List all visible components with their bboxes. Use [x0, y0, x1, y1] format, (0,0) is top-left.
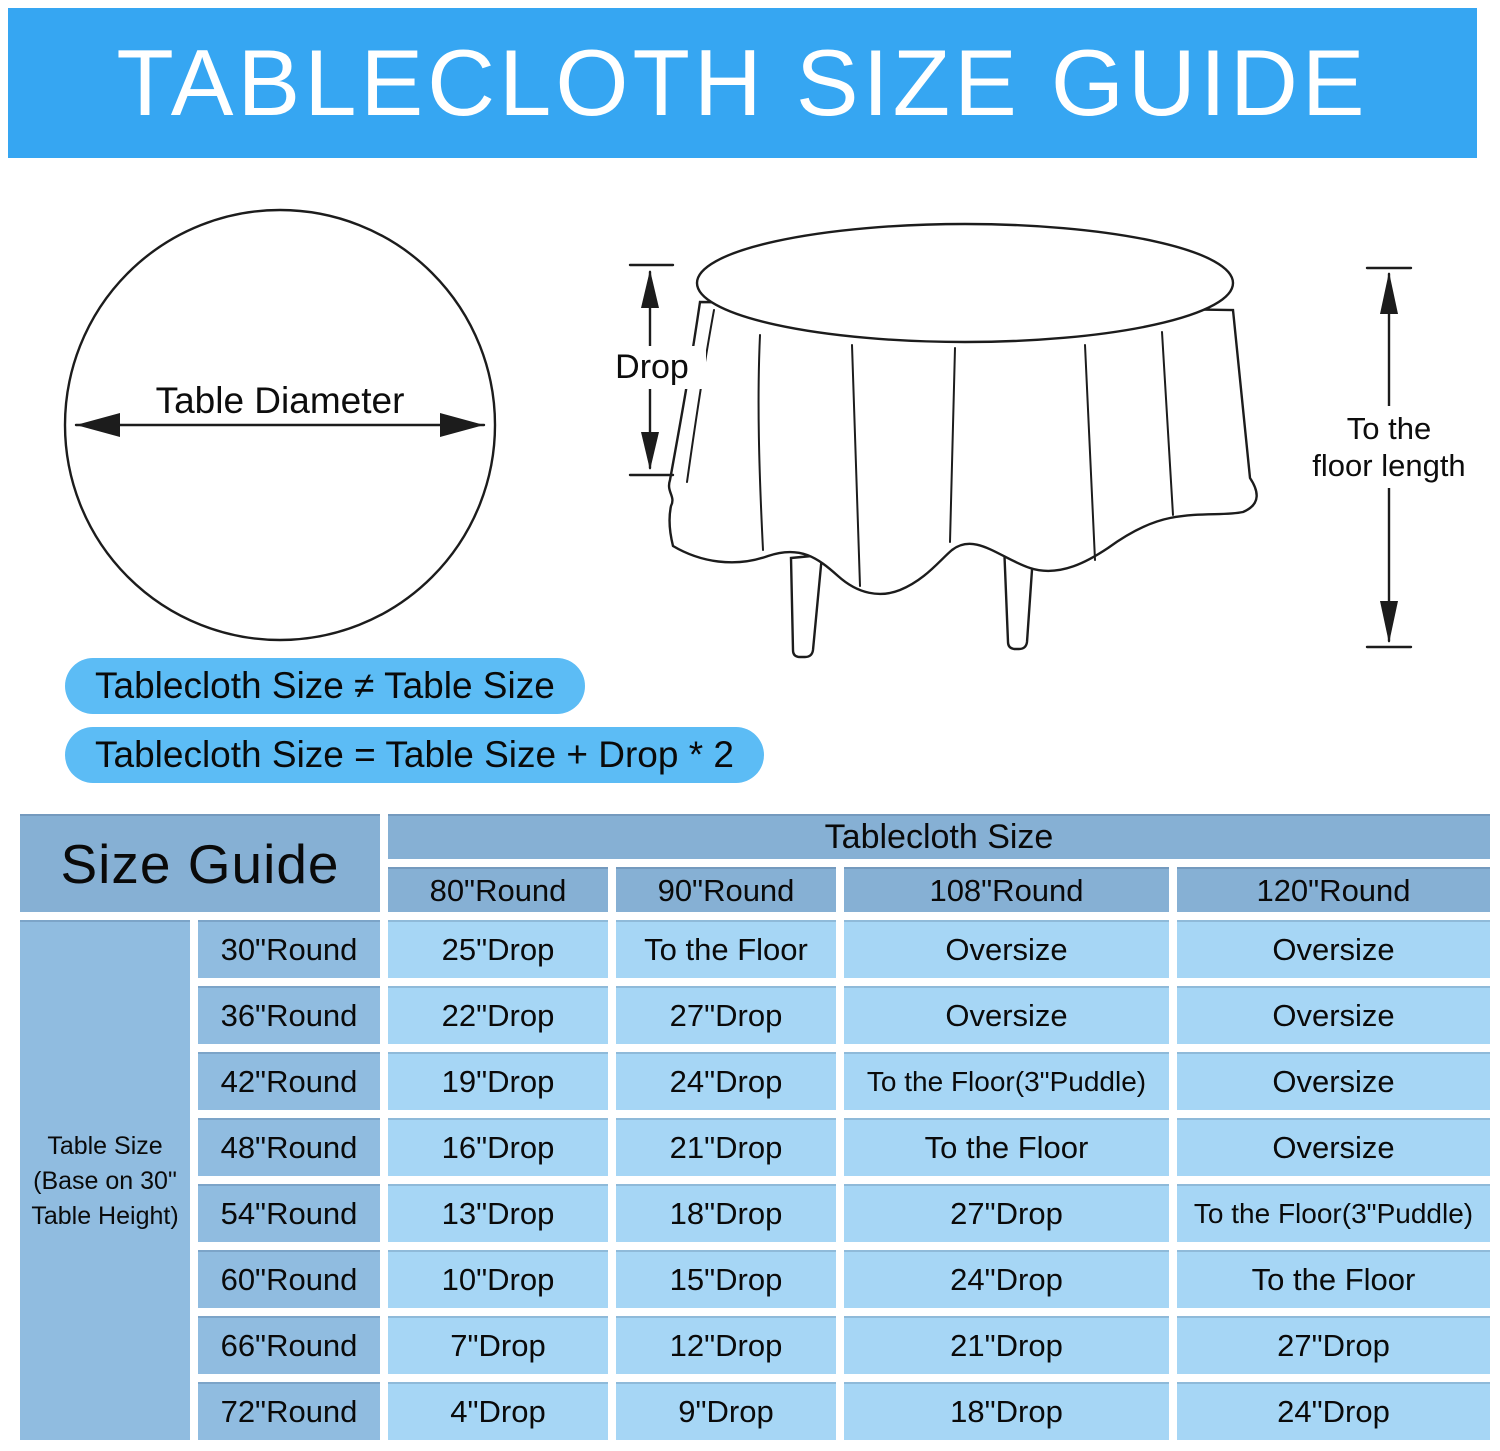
- drop-label: Drop: [598, 346, 706, 389]
- arrowhead-down-icon: [1380, 601, 1398, 643]
- size-cell: 27"Drop: [616, 986, 836, 1044]
- size-cell: 24"Drop: [616, 1052, 836, 1110]
- size-cell: To the Floor(3"Puddle): [1177, 1184, 1490, 1242]
- table-diameter-label: Table Diameter: [155, 380, 405, 421]
- table-diameter-diagram: [65, 210, 495, 640]
- size-cell: Oversize: [844, 920, 1169, 978]
- size-guide-title: Size Guide: [20, 814, 380, 912]
- size-cell: 15"Drop: [616, 1250, 836, 1308]
- column-header: 120"Round: [1177, 867, 1490, 912]
- size-cell: 24"Drop: [1177, 1382, 1490, 1440]
- size-cell: To the Floor: [616, 920, 836, 978]
- round-table-illustration: [669, 224, 1257, 657]
- row-label: 42"Round: [198, 1052, 380, 1110]
- size-cell: Oversize: [1177, 920, 1490, 978]
- column-header: 80"Round: [388, 867, 608, 912]
- size-cell: 22"Drop: [388, 986, 608, 1044]
- size-cell: Oversize: [1177, 986, 1490, 1044]
- arrowhead-up-icon: [641, 270, 659, 308]
- table-size-group-label-line: (Base on 30": [33, 1166, 177, 1195]
- row-label: 48"Round: [198, 1118, 380, 1176]
- size-cell: 21"Drop: [616, 1118, 836, 1176]
- floor-length-label-line1: To the: [1346, 411, 1432, 446]
- tablecloth-size-header: Tablecloth Size: [388, 814, 1490, 859]
- size-cell: 18"Drop: [844, 1382, 1169, 1440]
- note-size-formula: Tablecloth Size = Table Size + Drop * 2: [65, 727, 764, 783]
- size-guide-table: [20, 814, 1490, 1440]
- size-cell: 24"Drop: [844, 1250, 1169, 1308]
- table-size-group-label-line: Table Size: [47, 1131, 163, 1160]
- row-label: 54"Round: [198, 1184, 380, 1242]
- floor-length-label-line2: floor length: [1312, 448, 1466, 484]
- size-cell: 16"Drop: [388, 1118, 608, 1176]
- size-cell: 10"Drop: [388, 1250, 608, 1308]
- size-cell: 12"Drop: [616, 1316, 836, 1374]
- size-cell: 19"Drop: [388, 1052, 608, 1110]
- title-banner: [8, 8, 1477, 158]
- size-cell: To the Floor(3"Puddle): [844, 1052, 1169, 1110]
- size-cell: 18"Drop: [616, 1184, 836, 1242]
- page-title: TABLECLOTH SIZE GUIDE: [116, 30, 1369, 135]
- row-label: 66"Round: [198, 1316, 380, 1374]
- size-cell: 9"Drop: [616, 1382, 836, 1440]
- size-cell: 4"Drop: [388, 1382, 608, 1440]
- size-cell: 21"Drop: [844, 1316, 1169, 1374]
- arrowhead-down-icon: [641, 432, 659, 470]
- table-size-group-label: [20, 920, 190, 1440]
- table-size-group-label-line: Table Height): [31, 1201, 179, 1230]
- size-cell: Oversize: [844, 986, 1169, 1044]
- size-cell: To the Floor: [1177, 1250, 1490, 1308]
- note-size-inequality: Tablecloth Size ≠ Table Size: [65, 658, 585, 714]
- column-header: 90"Round: [616, 867, 836, 912]
- size-cell: 27"Drop: [1177, 1316, 1490, 1374]
- size-cell: 27"Drop: [844, 1184, 1169, 1242]
- size-cell: 25"Drop: [388, 920, 608, 978]
- size-cell: To the Floor: [844, 1118, 1169, 1176]
- size-cell: 7"Drop: [388, 1316, 608, 1374]
- size-cell: Oversize: [1177, 1052, 1490, 1110]
- row-label: 30"Round: [198, 920, 380, 978]
- column-header: 108"Round: [844, 867, 1169, 912]
- size-cell: Oversize: [1177, 1118, 1490, 1176]
- row-label: 72"Round: [198, 1382, 380, 1440]
- row-label: 60"Round: [198, 1250, 380, 1308]
- arrowhead-up-icon: [1380, 272, 1398, 314]
- floor-length-label: [1280, 406, 1498, 488]
- size-cell: 13"Drop: [388, 1184, 608, 1242]
- row-label: 36"Round: [198, 986, 380, 1044]
